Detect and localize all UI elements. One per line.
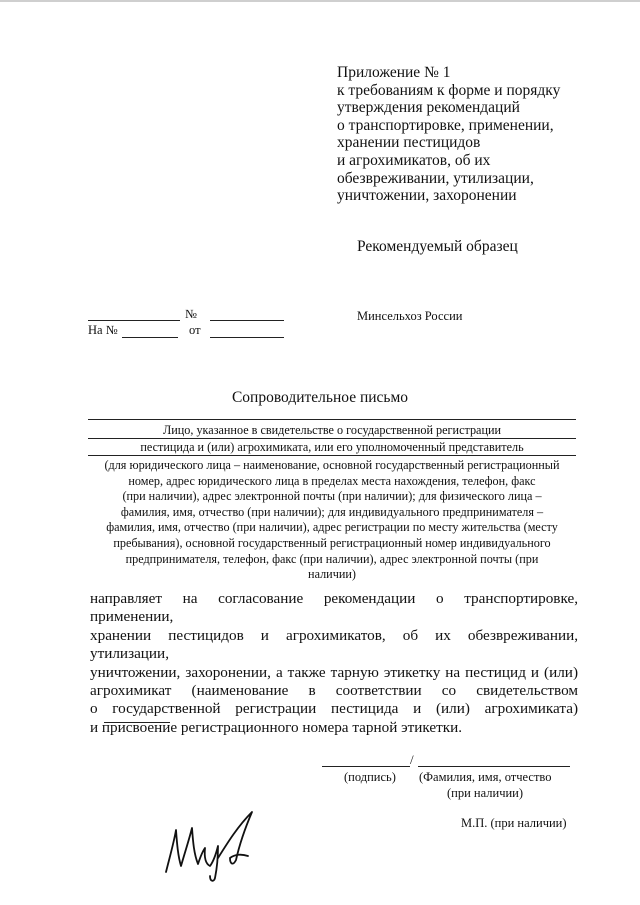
recipient-ministry: Минсельхоз России <box>357 309 463 323</box>
applicant-explanation <box>78 458 586 583</box>
explanation-line: фамилия, имя, отчество (при наличии); для индивидуального предпринимателя – <box>120 504 544 519</box>
stamp-caption: М.П. (при наличии) <box>461 816 567 830</box>
from-label: от <box>189 323 201 337</box>
document-title: Сопроводительное письмо <box>231 389 409 406</box>
letter-body <box>90 590 578 737</box>
reply-date-blank <box>210 337 284 338</box>
appendix-line: утверждения рекомендаций <box>337 99 520 117</box>
appendix-line: к требованиям к форме и порядку <box>337 81 561 99</box>
signature-blank <box>322 766 410 767</box>
signature-slash: / <box>410 752 414 767</box>
appendix-line: и агрохимикатов, об их <box>337 151 491 169</box>
appendix-line: обезвреживании, утилизации, <box>337 169 534 187</box>
applicant-field-line1: Лицо, указанное в свидетельстве о государственной регистрации <box>162 423 502 437</box>
appendix-line: Приложение № 1 <box>337 64 451 81</box>
applicant-field-line2: пестицида и (или) агрохимиката, или его уполномоченный представитель <box>140 440 524 454</box>
outgoing-number-blank <box>210 320 284 321</box>
explanation-line: пребывания), основной государственный регистрационный номер индивидуального <box>113 535 551 550</box>
reply-label: На № <box>88 323 118 337</box>
appendix-line: хранении пестицидов <box>337 134 481 152</box>
body-line: хранении пестицидов и агрохимикатов, об их обезвреживании, утилизации, <box>90 626 578 663</box>
body-line: направляет на согласование рекомендации о транспортировке, применении, <box>90 590 578 626</box>
body-line: о государственной регистрации пестицида и (или) агрохимиката) <box>90 700 578 718</box>
explanation-line: предпринимателя, телефон, факс (при наличии), адрес электронной почты (при <box>125 551 539 566</box>
appendix-line: о транспортировке, применении, <box>337 116 554 134</box>
field-bottom-rule <box>88 455 576 456</box>
appendix-header <box>337 64 597 205</box>
top-border <box>0 0 640 2</box>
field-top-rule <box>88 419 576 420</box>
body-line: агрохимикат (наименование в соответствии со свидетельством <box>90 682 578 700</box>
body-line: и присвоение регистрационного номера тарной этикетки. <box>90 718 463 736</box>
reply-number-blank <box>122 337 178 338</box>
number-sign: № <box>185 307 197 321</box>
appendix-line: уничтожении, захоронении <box>337 187 517 205</box>
field-mid-rule <box>88 438 576 439</box>
explanation-line: фамилия, имя, отчество (при наличии), адрес регистрации по месту жительства (месту <box>106 520 558 535</box>
signature-caption: (подпись) <box>344 770 396 784</box>
handwritten-signature <box>160 808 270 883</box>
explanation-line: (для юридического лица – наименование, основной государственный регистрационный <box>104 458 560 472</box>
name-blank <box>418 766 570 767</box>
sample-label: Рекомендуемый образец <box>357 238 518 255</box>
enclosure-blank <box>104 722 170 723</box>
name-caption-2: (при наличии) <box>447 786 524 800</box>
explanation-line: номер, адрес юридического лица в пределах места нахождения, телефон, факс <box>128 473 536 488</box>
body-line: уничтожении, захоронении, а также тарную этикетку на пестицид и (или) <box>90 663 578 681</box>
explanation-line: наличии) <box>308 567 356 582</box>
explanation-line: (при наличии), адрес электронной почты (при наличии); для физического лица – <box>122 489 542 504</box>
outgoing-date-blank <box>88 320 180 321</box>
name-caption: (Фамилия, имя, отчество <box>419 770 552 784</box>
